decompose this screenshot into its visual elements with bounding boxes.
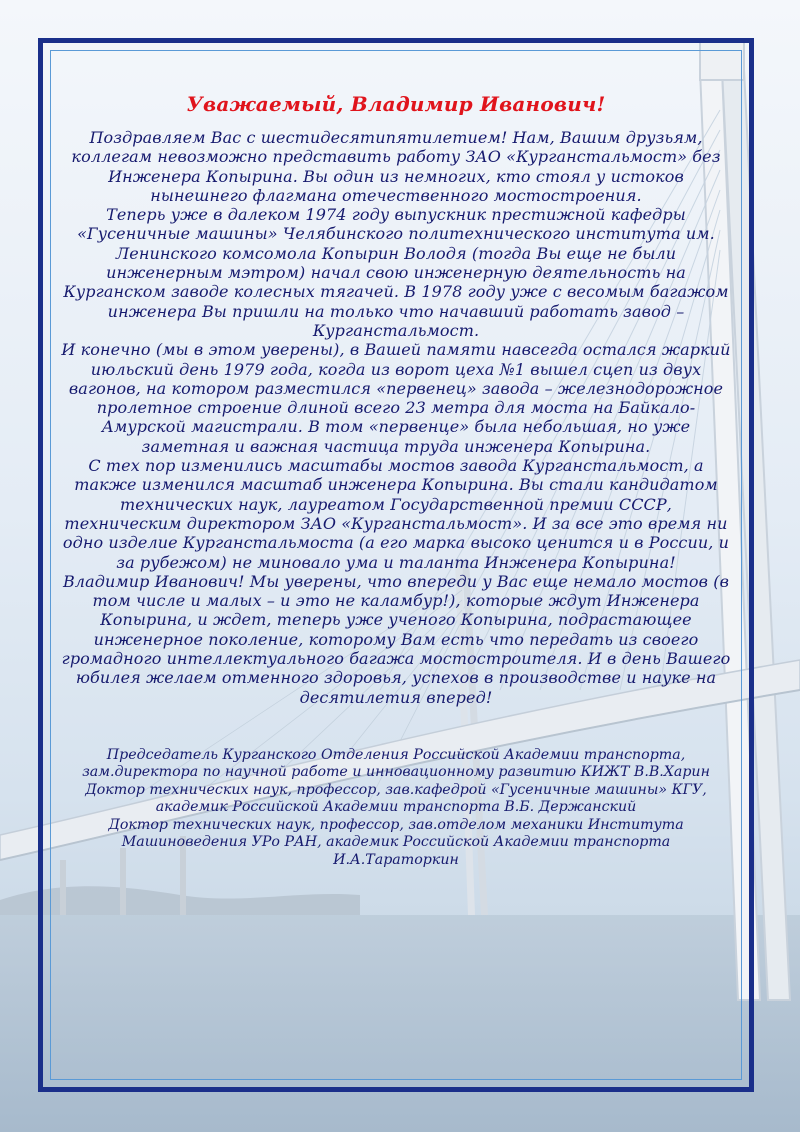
signature-taratorkin: Доктор технических наук, профессор, зав.отделом механики Института Машиноведения УРо РАН, академик Российской Академии транспорта И.А.Тараторкин xyxy=(108,816,684,868)
paragraph-wishes: Владимир Иванович! Мы уверены, что впереди у Вас еще немало мостов (в том числе и малых – и это не каламбур!), которые ждут Инженера Копырина, и ждет, теперь уже ученого Копырина, подрастающее инженерное поколение, которому Вам есть что передать из своего громадного интеллектуального багажа мостостроителя. И в день Вашего юбилея желаем отменного здоровья, успехов в производстве и науке на десятилетия вперед! xyxy=(61,571,731,707)
signatures-block xyxy=(60,747,732,870)
paragraph-achievements: С тех пор изменились масштабы мостов завода Курганстальмост, а также изменился масштаб инженера Копырина. Вы стали кандидатом технических наук, лауреатом Государственной премии СССР, техническим директором ЗАО «Курганстальмост». И за все это время ни одно изделие Курганстальмоста (а его марка высоко ценится и в России, и за рубежом) не миновало ума и таланта Инженера Копырина! xyxy=(62,456,730,572)
letter-title: Уважаемый, Владимир Иванович! xyxy=(186,92,606,116)
letter-content xyxy=(60,92,732,869)
signature-kharin: Председатель Курганского Отделения Российской Академии транспорта, зам.директора по научной работе и инновационному развитию КИЖТ В.В.Харин xyxy=(82,746,710,781)
paragraph-career-start: Теперь уже в далеком 1974 году выпускник престижной кафедры «Гусеничные машины» Челябинского политехнического института им. Ленинского комсомола Копырин Володя (тогда Вы еще не были инженерным мэтром) начал свою инженерную деятельность на Курганском заводе колесных тягачей. В 1978 году уже с весомым багажом инженера Вы пришли на только что начавший работать завод – Курганстальмост. xyxy=(63,205,729,340)
paragraph-intro: Поздравляем Вас с шестидесятипятилетием! Нам, Вашим друзьям, коллегам невозможно представить работу ЗАО «Курганстальмост» без Инженера Копырина. Вы один из немногих, кто стоял у истоков нынешнего флагмана отечественного мостостроения. xyxy=(71,128,721,205)
paragraph-first-span: И конечно (мы в этом уверены), в Вашей памяти навсегда остался жаркий июльский день 1979 года, когда из ворот цеха №1 вышел сцеп из двух вагонов, на котором разместился «первенец» завода – железнодорожное пролетное строение длиной всего 23 метра для моста на Байкало-Амурской магистрали. В том «первенце» была небольшая, но уже заметная и важная частица труда инженера Копырина. xyxy=(61,340,731,456)
signature-derzhanskiy: Доктор технических наук, профессор, зав.кафедрой «Гусеничные машины» КГУ, академик Российской Академии транспорта В.Б. Держанский xyxy=(85,781,707,816)
